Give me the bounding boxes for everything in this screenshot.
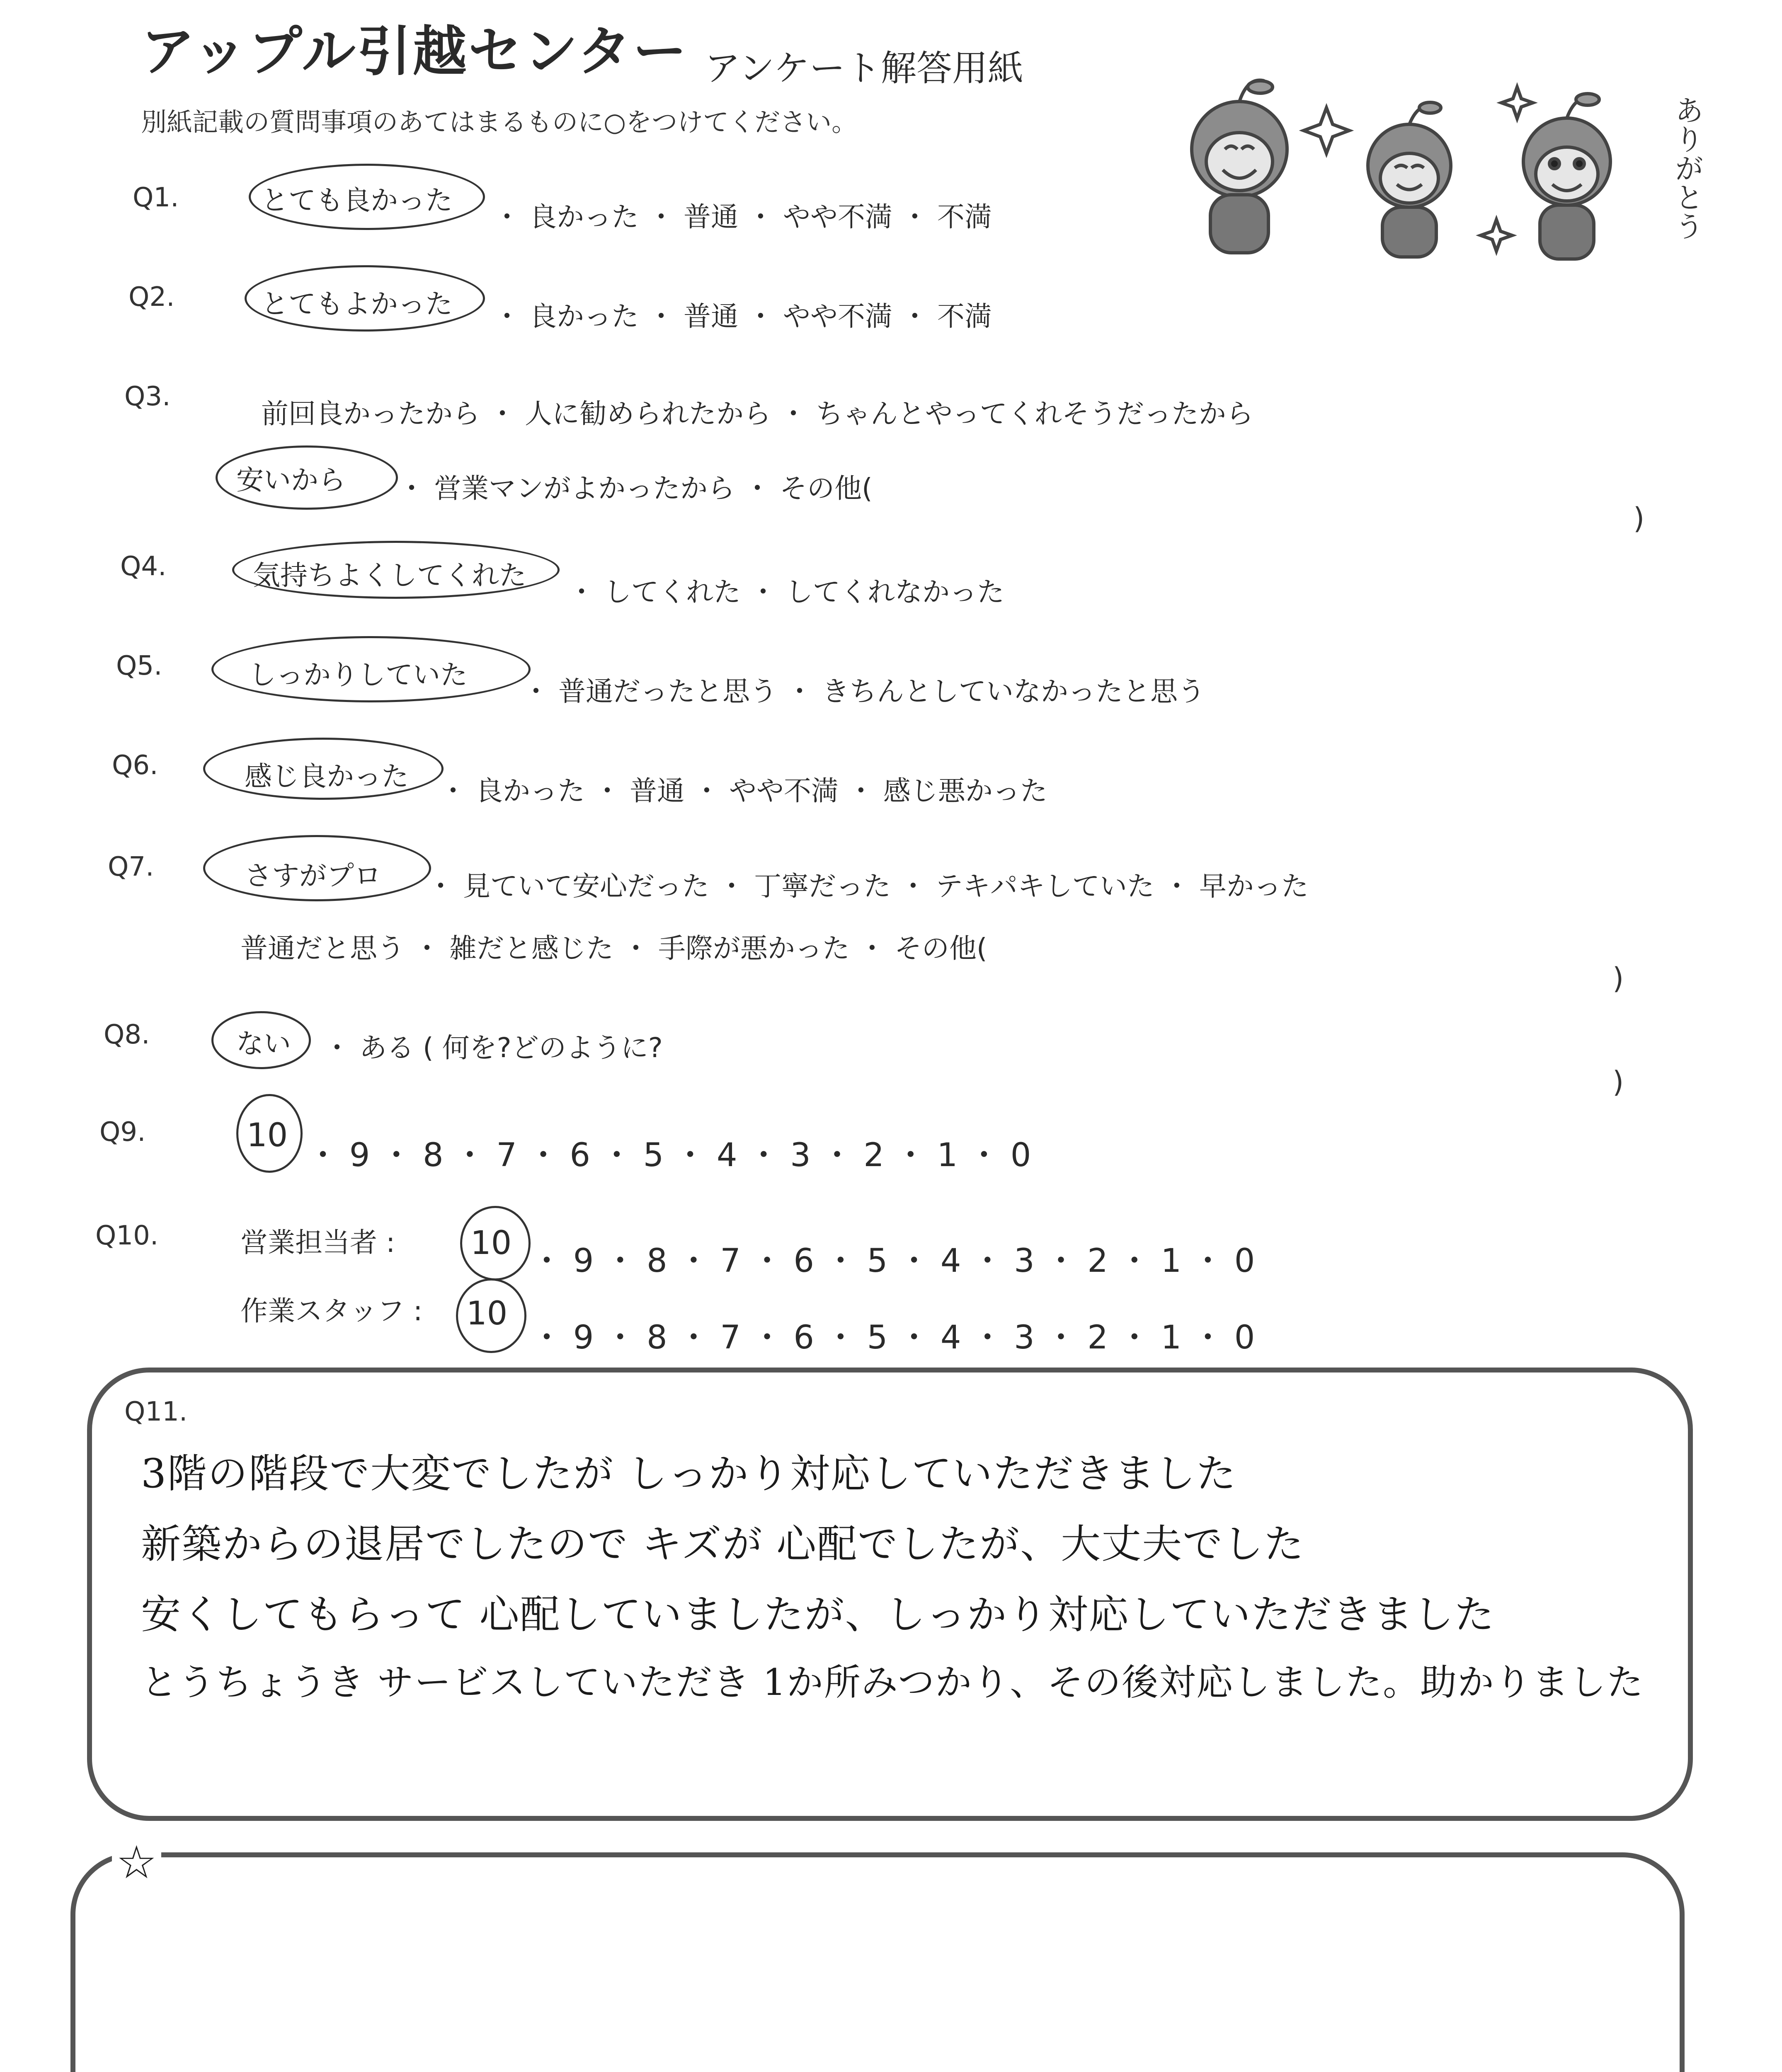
- q8-label: Q8.: [104, 1019, 150, 1050]
- q8-selected-answer: ない: [236, 1028, 291, 1060]
- q11-label: Q11.: [124, 1397, 188, 1427]
- q7-close-paren: ): [1612, 961, 1624, 995]
- q11-answer-line-3: 安くしてもらって 心配していましたが、しっかり対応していただきました: [141, 1591, 1495, 1638]
- q6-label: Q6.: [112, 750, 158, 781]
- q3-line1-options: 前回良かったから ・ 人に勧められたから ・ ちゃんとやってくれそうだったから: [261, 398, 1253, 430]
- q8-close-paren: ): [1612, 1065, 1624, 1099]
- q10-staff-label: 作業スタッフ :: [240, 1295, 423, 1327]
- q7-other-options: ・ 見ていて安心だった ・ 丁寧だった ・ テキパキしていた ・ 早かった: [427, 870, 1309, 902]
- q9-other-options: ・ 9 ・ 8 ・ 7 ・ 6 ・ 5 ・ 4 ・ 3 ・ 2 ・ 1 ・ 0: [307, 1137, 1031, 1174]
- q10-sales-label: 営業担当者 :: [240, 1227, 395, 1259]
- q3-selected-answer: 安いから: [236, 464, 346, 496]
- q10-label: Q10.: [95, 1220, 159, 1251]
- q2-label: Q2.: [128, 282, 175, 312]
- q9-selected-answer: 10: [247, 1117, 288, 1154]
- q10-sales-other-options: ・ 9 ・ 8 ・ 7 ・ 6 ・ 5 ・ 4 ・ 3 ・ 2 ・ 1 ・ 0: [531, 1242, 1255, 1280]
- q10-sales-selected: 10: [470, 1225, 512, 1262]
- form-subtitle: アンケート解答用紙: [705, 48, 1023, 89]
- q11-answer-line-4: とうちょうき サービスしていただき 1か所みつかり、その後対応しました。助かりました: [141, 1661, 1644, 1704]
- q7-selected-answer: さすがプロ: [245, 860, 381, 892]
- q9-label: Q9.: [99, 1117, 146, 1147]
- star-comment-box: [70, 1852, 1685, 2072]
- star-icon: ☆: [112, 1836, 161, 1889]
- mascot-caption: ありがとう: [1670, 95, 1704, 240]
- q3-other-options: ・ 営業マンがよかったから ・ その他(: [398, 472, 873, 504]
- q4-label: Q4.: [120, 551, 167, 582]
- q5-other-options: ・ 普通だったと思う ・ きちんとしていなかったと思う: [522, 675, 1205, 707]
- q11-answer-line-2: 新築からの退居でしたので キズが 心配でしたが、大丈夫でした: [141, 1521, 1305, 1567]
- q6-other-options: ・ 良かった ・ 普通 ・ やや不満 ・ 感じ悪かった: [439, 775, 1047, 807]
- form-title: アップル引越センター: [141, 20, 689, 83]
- q3-label: Q3.: [124, 381, 171, 412]
- q1-selected-answer: とても良かった: [261, 184, 453, 216]
- q3-close-paren: ): [1633, 501, 1645, 535]
- monkey-mascot-illustration: [1152, 62, 1708, 278]
- q5-label: Q5.: [116, 651, 162, 681]
- q10-staff-selected: 10: [466, 1295, 508, 1332]
- q1-label: Q1.: [133, 182, 179, 213]
- instructions: 別紙記載の質問事項のあてはまるものに○をつけてください。: [141, 107, 858, 137]
- q4-other-options: ・ してくれた ・ してくれなかった: [568, 576, 1004, 608]
- q2-other-options: ・ 良かった ・ 普通 ・ やや不満 ・ 不満: [493, 300, 992, 332]
- q6-selected-answer: 感じ良かった: [245, 760, 409, 792]
- q10-staff-other-options: ・ 9 ・ 8 ・ 7 ・ 6 ・ 5 ・ 4 ・ 3 ・ 2 ・ 1 ・ 0: [531, 1319, 1255, 1356]
- q1-other-options: ・ 良かった ・ 普通 ・ やや不満 ・ 不満: [493, 201, 992, 233]
- q2-selected-answer: とてもよかった: [261, 288, 453, 320]
- q11-answer-line-1: 3階の階段で大変でしたが しっかり対応していただきました: [141, 1450, 1237, 1497]
- q5-selected-answer: しっかりしていた: [249, 659, 468, 691]
- q8-other-options: ・ ある ( 何を?どのように?: [323, 1032, 663, 1064]
- q7-label: Q7.: [108, 852, 154, 882]
- q4-selected-answer: 気持ちよくしてくれた: [253, 559, 526, 591]
- q7-line2-options: 普通だと思う ・ 雑だと感じた ・ 手際が悪かった ・ その他(: [240, 932, 987, 964]
